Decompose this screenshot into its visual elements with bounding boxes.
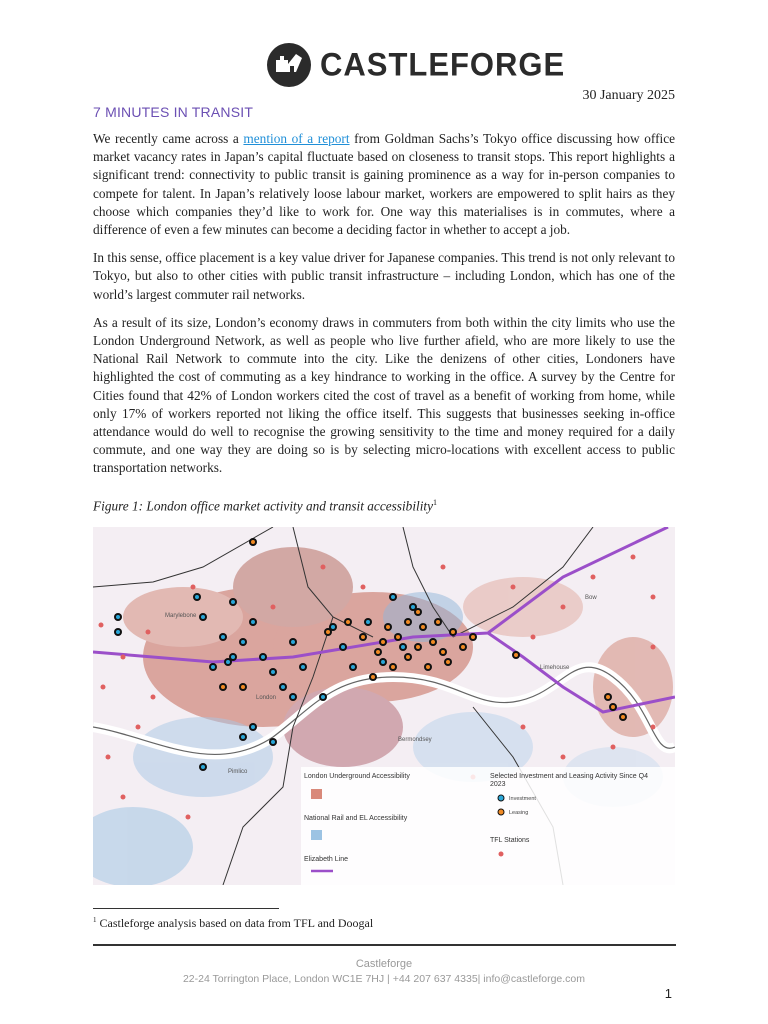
leasing-pin-icon <box>429 638 437 646</box>
place-london: London <box>256 695 277 701</box>
investment-pin-icon <box>239 638 247 646</box>
tfl-station-icon <box>121 655 126 660</box>
legend-underground: London Underground Accessibility <box>304 773 410 780</box>
tfl-station-icon <box>146 630 151 635</box>
legend-leasing: Leasing <box>509 810 529 816</box>
footer-company: Castleforge <box>355 958 413 970</box>
tfl-station-icon <box>611 745 616 750</box>
investment-pin-icon <box>379 658 387 666</box>
leasing-pin-icon <box>619 713 627 721</box>
legend-national-rail: National Rail and EL Accessibility <box>304 815 408 822</box>
footnote-number: 1 <box>93 916 97 924</box>
tfl-station-icon <box>151 695 156 700</box>
leasing-pin-icon <box>439 648 447 656</box>
leasing-pin-icon <box>424 663 432 671</box>
place-pimlico: Pimlico <box>228 769 248 775</box>
investment-pin-icon <box>229 653 237 661</box>
brand-name: CASTLEFORGE <box>320 46 566 83</box>
tfl-station-icon <box>561 605 566 610</box>
investment-pin-icon <box>319 693 327 701</box>
leasing-pin-icon <box>389 663 397 671</box>
investment-pin-icon <box>339 643 347 651</box>
leasing-pin-icon <box>419 623 427 631</box>
place-bermondsey: Bermondsey <box>398 737 432 743</box>
leasing-pin-icon <box>239 683 247 691</box>
legend-tfl: TFL Stations <box>490 837 530 844</box>
tfl-station-icon <box>651 595 656 600</box>
tfl-station-icon <box>361 585 366 590</box>
tfl-station-icon <box>651 725 656 730</box>
tfl-station-icon <box>121 795 126 800</box>
investment-pin-icon <box>279 683 287 691</box>
castle-logo-icon <box>266 42 312 88</box>
page-number: 1 <box>664 986 672 1001</box>
legend-underground-swatch <box>311 789 322 799</box>
investment-pin-icon <box>269 668 277 676</box>
leasing-pin-icon <box>374 648 382 656</box>
investment-pin-icon <box>114 628 122 636</box>
leasing-pin-icon <box>249 538 257 546</box>
tfl-station-icon <box>561 755 566 760</box>
legend-investment: Investment <box>509 796 536 802</box>
tfl-station-icon <box>271 605 276 610</box>
footer-divider <box>93 944 676 946</box>
document-date: 30 January 2025 <box>582 88 675 103</box>
footnote-reference: 1 <box>433 498 437 507</box>
investment-pin-icon <box>199 763 207 771</box>
tfl-station-icon <box>106 755 111 760</box>
leasing-pin-icon <box>444 658 452 666</box>
article-body <box>93 130 675 488</box>
investment-pin-icon <box>259 653 267 661</box>
leasing-pin-icon <box>449 628 457 636</box>
tfl-station-icon <box>441 565 446 570</box>
leasing-pin-icon <box>369 673 377 681</box>
legend-leasing-icon <box>498 809 504 815</box>
paragraph-2: In this sense, office placement is a key value driver for Japanese companies. This trend is not only relevant to Tokyo, but also to other cities with public transit infrastructure – including London, which has one of the world’s largest commuter rail networks. <box>93 250 675 302</box>
leasing-pin-icon <box>434 618 442 626</box>
leasing-pin-icon <box>414 608 422 616</box>
investment-pin-icon <box>114 613 122 621</box>
article-title: 7 MINUTES IN TRANSIT <box>93 104 254 120</box>
tfl-station-icon <box>521 725 526 730</box>
leasing-pin-icon <box>344 618 352 626</box>
investment-pin-icon <box>399 643 407 651</box>
leasing-pin-icon <box>459 643 467 651</box>
map-legend <box>301 767 675 885</box>
investment-pin-icon <box>364 618 372 626</box>
paragraph-3: As a result of its size, London’s economy draws in commuters from both within the city limits who use the London Underground Network, as well as people who live further afield, who are more likely to use the National Rail Network to commute into the city. Like the denizens of other cities, Londoners have highlighted the cost of commuting as a key hindrance to working in the office. A survey by the Centre for Cities found that 42% of London workers cited the cost of travel as a benefit of working from home, while only 17% of workers reported not liking the office itself. This suggests that businesses seeking in-office attendance would do well to recognise the growing sensitivity to the time and money required for a daily commute, and one way they are doing so is by selecting micro-locations with excellent access to public transportation networks. <box>93 314 675 476</box>
report-link[interactable]: mention of a report <box>243 131 350 146</box>
investment-pin-icon <box>289 638 297 646</box>
tfl-station-icon <box>651 645 656 650</box>
investment-pin-icon <box>239 733 247 741</box>
leasing-pin-icon <box>359 633 367 641</box>
leasing-pin-icon <box>609 703 617 711</box>
leasing-pin-icon <box>404 653 412 661</box>
leasing-pin-icon <box>219 683 227 691</box>
figure-caption-text: Figure 1: London office market activity and transit accessibility <box>93 498 433 514</box>
tfl-station-icon <box>186 815 191 820</box>
footnote-divider <box>93 908 279 909</box>
footnote-text: Castleforge analysis based on data from TFL and Doogal <box>99 916 374 930</box>
leasing-pin-icon <box>469 633 477 641</box>
leasing-pin-icon <box>604 693 612 701</box>
leasing-pin-icon <box>414 643 422 651</box>
legend-elizabeth: Elizabeth Line <box>304 856 348 863</box>
investment-pin-icon <box>209 663 217 671</box>
paragraph-1 <box>93 130 675 239</box>
investment-pin-icon <box>249 723 257 731</box>
investment-pin-icon <box>219 633 227 641</box>
investment-pin-icon <box>199 613 207 621</box>
investment-pin-icon <box>349 663 357 671</box>
tfl-station-icon <box>99 623 104 628</box>
legend-tfl-icon <box>499 852 504 857</box>
place-bow: Bow <box>585 595 597 601</box>
tfl-station-icon <box>191 585 196 590</box>
castleforge-logo <box>266 42 565 88</box>
place-marylebone: Marylebone <box>165 613 197 619</box>
tfl-station-icon <box>321 565 326 570</box>
tfl-station-icon <box>136 725 141 730</box>
figure-caption <box>93 498 437 514</box>
legend-selected: Selected Investment and Leasing Activity Since Q4 <box>490 773 648 780</box>
investment-pin-icon <box>269 738 277 746</box>
investment-pin-icon <box>249 618 257 626</box>
investment-pin-icon <box>289 693 297 701</box>
paragraph-1-lead: We recently came across a <box>93 131 244 146</box>
footnote <box>93 916 373 931</box>
legend-investment-icon <box>498 795 504 801</box>
place-limehouse: Limehouse <box>540 665 570 671</box>
tfl-station-icon <box>631 555 636 560</box>
tfl-station-icon <box>531 635 536 640</box>
footer-address: 22-24 Torrington Place, London WC1E 7HJ | +44 207 637 4335| info@castleforge.com <box>182 973 586 985</box>
legend-national-rail-swatch <box>311 830 322 840</box>
leasing-pin-icon <box>512 651 520 659</box>
investment-pin-icon <box>299 663 307 671</box>
leasing-pin-icon <box>404 618 412 626</box>
leasing-pin-icon <box>394 633 402 641</box>
leasing-pin-icon <box>384 623 392 631</box>
investment-pin-icon <box>389 593 397 601</box>
leasing-pin-icon <box>379 638 387 646</box>
tfl-station-icon <box>591 575 596 580</box>
tfl-station-icon <box>511 585 516 590</box>
legend-selected-year: 2023 <box>490 781 506 788</box>
leasing-pin-icon <box>324 628 332 636</box>
paragraph-1-text: from Goldman Sachs’s Tokyo office discussing how office market vacancy rates in Japan’s capital fluctuate based on closeness to transit stops. This report highlights a significant trend: connectivity to public transit is gaining prominence as a way for in-person companies to compete for talent. In Japan’s relatively loose labour market, workers are empowered to split hairs as they choose which companies they’d like to work for. One way this materialises is in commutes, where a difference of even a few minutes can become a deciding factor in whether to accept a job. <box>93 131 675 238</box>
investment-pin-icon <box>229 598 237 606</box>
investment-pin-icon <box>193 593 201 601</box>
london-transit-map <box>93 527 675 885</box>
tfl-station-icon <box>101 685 106 690</box>
